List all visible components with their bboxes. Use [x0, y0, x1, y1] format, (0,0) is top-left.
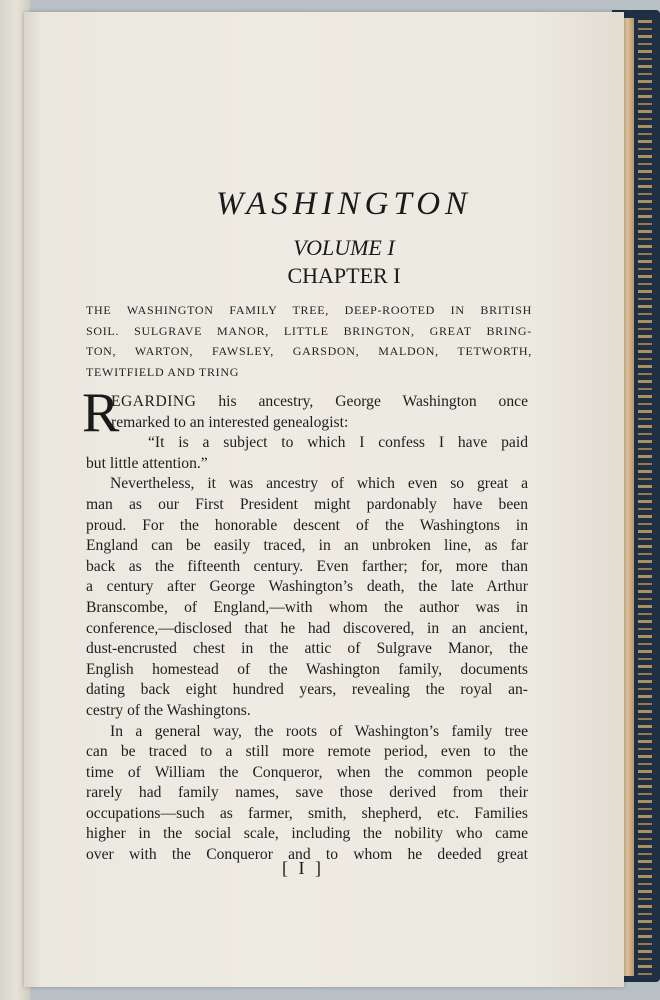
text-line — [86, 392, 528, 413]
chapter-body — [82, 382, 528, 866]
text-line: Nevertheless, it was ancestry of which even so great a — [110, 475, 528, 493]
text-line: man as our First President might pardonably have been — [86, 495, 528, 513]
lead-smallcaps: EGARDING — [111, 393, 197, 410]
text-line: higher in the social scale, including the nobility who came — [86, 825, 528, 843]
text-line: a century after George Washington’s death, the late Arthur — [86, 578, 528, 596]
summary-line: THE WASHINGTON FAMILY TREE, DEEP-ROOTED IN BRITISH — [86, 303, 532, 317]
text-line: England can be easily traced, in an unbroken line, as far — [86, 537, 528, 555]
summary-line: TON, WARTON, FAWSLEY, GARSDON, MALDON, TETWORTH, — [86, 344, 532, 358]
gilt-border-decoration — [638, 20, 652, 975]
text-line: Branscombe, of England,—with whom the author was in — [86, 598, 528, 616]
text-line: English homestead of the Washington family, documents — [86, 660, 528, 678]
summary-line: SOIL. SULGRAVE MANOR, LITTLE BRINGTON, GREAT BRING- — [86, 323, 532, 338]
text-line: back as the fifteenth century. Even farther; for, more than — [86, 557, 528, 575]
text-line: “It is a subject to which I confess I have paid — [148, 434, 528, 452]
text-line: can be traced to a still more remote period, even to the — [86, 743, 528, 761]
text-line: remarked to an interested genealogist: — [111, 413, 349, 431]
text-line: cestry of the Washingtons. — [86, 701, 251, 719]
text-line: rarely had family names, save those derived from their — [86, 784, 528, 802]
drop-cap: R — [82, 382, 120, 444]
book-title: WASHINGTON — [215, 186, 473, 222]
text-line: dating back eight hundred years, revealing the royal an- — [86, 681, 528, 699]
text-line: but little attention.” — [86, 454, 208, 472]
chapter-summary — [86, 300, 532, 382]
page-number: [ I ] — [282, 858, 324, 878]
text-line: time of William the Conqueror, when the common people — [86, 763, 528, 781]
text-line: proud. For the honorable descent of the Washingtons in — [86, 516, 528, 534]
text-line: occupations—such as farmer, smith, shepherd, etc. Families — [86, 804, 528, 822]
text-line: conference,—disclosed that he had discovered, in an ancient, — [86, 619, 528, 637]
chapter-heading: CHAPTER I — [287, 263, 401, 288]
text-line: over with the Conqueror and to whom he deeded great — [86, 846, 528, 864]
summary-line: TEWITFIELD AND TRING — [86, 364, 240, 379]
book-page — [24, 12, 624, 987]
volume-heading: VOLUME I — [293, 235, 395, 260]
text-line: dust-encrusted chest in the attic of Sulgrave Manor, the — [86, 640, 528, 658]
text-line: In a general way, the roots of Washington’s family tree — [110, 722, 528, 740]
lead-rest: his ancestry, George Washington once — [196, 393, 528, 410]
